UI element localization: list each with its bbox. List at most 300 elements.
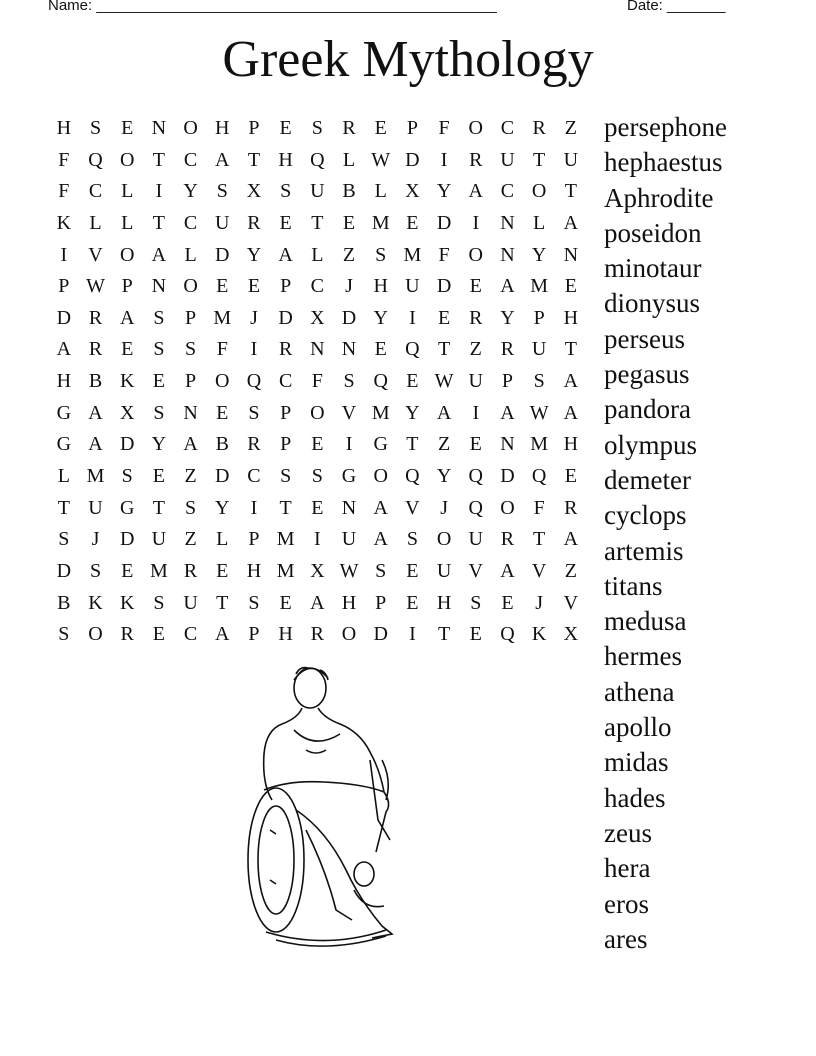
grid-letter: S (280, 465, 292, 488)
grid-letter: R (469, 306, 483, 329)
grid-letter: L (89, 211, 102, 234)
grid-letter: P (533, 306, 545, 329)
grid-letter: S (375, 559, 387, 582)
grid-letter: R (500, 528, 515, 551)
grid-letter: S (153, 591, 165, 614)
grid-letter: T (152, 148, 166, 171)
word-list-item: cyclops (604, 500, 687, 531)
grid-letter: H (56, 370, 72, 393)
grid-letter: H (373, 275, 388, 298)
grid-letter: O (119, 148, 135, 171)
grid-letter: E (437, 306, 451, 329)
grid-letter: E (311, 433, 324, 456)
grid-letter: W (529, 401, 549, 424)
grid-letter: D (436, 211, 452, 234)
grid-letter: H (246, 559, 262, 582)
grid-letter: S (311, 117, 323, 139)
grid-letter: E (406, 370, 419, 393)
grid-letter: E (501, 591, 514, 614)
grid-letter: A (183, 433, 198, 456)
word-list-item: athena (604, 676, 675, 707)
word-list-item: zeus (604, 817, 652, 848)
grid-letter: E (564, 465, 577, 488)
grid-letter: A (310, 591, 325, 614)
grid-letter: S (280, 180, 292, 203)
grid-letter: O (183, 117, 198, 139)
grid-letter: E (469, 433, 482, 456)
grid-letter: W (86, 275, 105, 298)
grid-letter: E (216, 401, 229, 424)
grid-letter: B (215, 433, 229, 456)
grid-letter: A (88, 433, 103, 456)
grid-letter: S (185, 338, 197, 361)
grid-letter: S (248, 401, 260, 424)
grid-letter: C (88, 180, 103, 203)
grid-letter: Z (564, 559, 577, 582)
grid-letter: Y (373, 306, 388, 329)
grid-letter: C (278, 370, 293, 393)
grid-letter: C (500, 117, 515, 139)
grid-letter: P (501, 370, 514, 393)
grid-letter: D (215, 243, 230, 266)
grid-letter: U (215, 211, 230, 234)
grid-letter: J (345, 275, 353, 298)
grid-letter: R (278, 338, 293, 361)
grid-letter: T (152, 211, 166, 234)
grid-letter: M (530, 275, 549, 298)
grid-letter: L (342, 148, 356, 171)
grid-letter: L (374, 180, 387, 203)
grid-letter: Y (436, 180, 452, 203)
grid-letter: N (341, 496, 357, 519)
grid-letter: T (564, 180, 577, 203)
grid-letter: Q (310, 148, 325, 171)
grid-letter: R (532, 117, 546, 139)
grid-letter: Q (405, 465, 420, 488)
grid-letter: U (468, 528, 483, 551)
grid-letter: U (500, 148, 515, 171)
grid-letter: W (339, 559, 359, 582)
grid-letter: L (121, 211, 134, 234)
grid-letter: Q (405, 338, 420, 361)
grid-letter: D (119, 528, 135, 551)
word-list (604, 110, 727, 957)
grid-letter: I (472, 211, 480, 234)
grid-letter: E (374, 117, 387, 139)
grid-letter: E (121, 559, 134, 582)
grid-letter: C (310, 275, 325, 298)
grid-letter: G (373, 433, 388, 456)
grid-letter: A (500, 559, 515, 582)
grid-letter: O (215, 370, 230, 393)
grid-letter: O (341, 623, 357, 646)
grid-letter: P (185, 370, 197, 393)
grid-letter: X (310, 559, 325, 582)
grid-letter: R (88, 338, 103, 361)
grid-letter: M (403, 243, 422, 266)
grid-letter: U (531, 338, 547, 361)
grid-letter: B (88, 370, 103, 393)
grid-letter: A (278, 243, 293, 266)
grid-letter: R (469, 148, 483, 171)
grid-letter: C (500, 180, 515, 203)
word-list-item: olympus (604, 429, 698, 460)
grid-letter: F (58, 180, 70, 203)
grid-letter: N (310, 338, 325, 361)
grid-letter: K (88, 591, 103, 614)
grid-letter: E (406, 591, 419, 614)
grid-letter: R (342, 117, 356, 139)
grid-letter: W (371, 148, 391, 171)
name-field-label: Name: ________________________________________________ (48, 0, 497, 14)
grid-letter: G (119, 496, 135, 519)
grid-letter: C (183, 623, 198, 646)
grid-letter: S (153, 338, 165, 361)
grid-letter: R (88, 306, 103, 329)
grid-letter: V (563, 591, 579, 614)
grid-letter: P (58, 275, 70, 298)
page-title: Greek Mythology (222, 31, 594, 88)
grid-letter: S (89, 117, 102, 139)
grid-letter: Y (215, 496, 230, 519)
grid-letter: F (533, 496, 545, 519)
grid-letter: E (216, 275, 229, 298)
grid-letter: U (341, 528, 357, 551)
grid-letter: I (250, 496, 258, 519)
grid-letter: E (469, 275, 482, 298)
grid-letter: O (500, 496, 515, 519)
grid-letter: D (436, 275, 452, 298)
word-list-item: hephaestus (604, 147, 723, 178)
grid-letter: C (183, 211, 198, 234)
grid-letter: S (58, 623, 70, 646)
grid-letter: E (121, 338, 134, 361)
grid-letter: Y (151, 433, 167, 456)
grid-letter: O (88, 623, 103, 646)
grid-letter: G (56, 433, 72, 456)
grid-letter: A (563, 528, 579, 551)
grid-letter: Z (342, 243, 356, 266)
grid-letter: Y (500, 306, 515, 329)
grid-letter: S (185, 496, 197, 519)
grid-letter: A (373, 528, 388, 551)
grid-letter: L (533, 211, 546, 234)
grid-letter: S (311, 465, 323, 488)
word-list-item: hades (604, 782, 666, 813)
grid-letter: E (469, 623, 482, 646)
grid-letter: E (374, 338, 387, 361)
grid-letter: T (279, 496, 292, 519)
grid-letter: H (341, 591, 357, 614)
grid-letter: E (121, 117, 134, 139)
grid-letter: O (373, 465, 388, 488)
grid-letter: S (470, 591, 482, 614)
word-list-item: persephone (604, 112, 727, 142)
grid-letter: P (280, 401, 292, 424)
grid-letter: D (278, 306, 293, 329)
grid-letter: Z (184, 528, 197, 551)
grid-letter: T (564, 338, 577, 361)
grid-letter: Y (405, 401, 420, 424)
grid-letter: F (216, 338, 228, 361)
grid-letter: V (405, 496, 420, 519)
grid-letter: Q (468, 465, 483, 488)
grid-letter: A (56, 338, 72, 361)
grid-letter: U (183, 591, 198, 614)
grid-letter: P (280, 433, 292, 456)
grid-letter: V (468, 559, 483, 582)
grid-letter: H (436, 591, 452, 614)
grid-letter: S (533, 370, 545, 393)
grid-letter: Z (184, 465, 197, 488)
word-list-item: ares (604, 923, 648, 954)
grid-letter: I (155, 180, 163, 203)
grid-letter: D (341, 306, 357, 329)
grid-letter: M (371, 211, 390, 234)
grid-letter: D (119, 433, 135, 456)
grid-letter: M (276, 559, 295, 582)
grid-letter: J (91, 528, 100, 551)
grid-letter: O (436, 528, 452, 551)
grid-letter: I (60, 243, 68, 266)
statue-illustration (236, 660, 406, 955)
grid-letter: I (409, 623, 416, 646)
grid-letter: V (531, 559, 547, 582)
grid-letter: F (438, 117, 450, 139)
grid-letter: M (86, 465, 105, 488)
grid-letter: U (88, 496, 103, 519)
grid-letter: P (248, 117, 260, 139)
grid-letter: Q (88, 148, 103, 171)
grid-letter: K (56, 211, 72, 234)
grid-letter: P (406, 117, 418, 139)
grid-letter: A (563, 370, 579, 393)
word-list-item: hermes (604, 641, 682, 672)
grid-letter: T (247, 148, 261, 171)
grid-letter: Y (531, 243, 547, 266)
grid-letter: S (153, 306, 165, 329)
grid-letter: H (278, 148, 293, 171)
word-list-item: perseus (604, 323, 685, 354)
grid-letter: O (468, 117, 483, 139)
grid-letter: U (563, 148, 579, 171)
grid-letter: P (375, 591, 387, 614)
grid-letter: Q (500, 623, 515, 646)
grid-letter: S (343, 370, 355, 393)
grid-letter: R (183, 559, 198, 582)
grid-letter: X (310, 306, 325, 329)
grid-letter: O (531, 180, 547, 203)
grid-letter: S (375, 243, 387, 266)
grid-letter: S (153, 401, 165, 424)
word-list-item: minotaur (604, 253, 702, 284)
grid-letter: N (183, 401, 198, 424)
grid-letter: N (151, 117, 167, 139)
grid-letter: S (58, 528, 70, 551)
grid-letter: V (341, 401, 357, 424)
grid-letter: A (468, 180, 483, 203)
grid-letter: G (56, 401, 72, 424)
grid-letter: D (56, 306, 72, 329)
grid-letter: I (345, 433, 353, 456)
grid-letter: M (371, 401, 390, 424)
grid-letter: I (472, 401, 480, 424)
grid-letter: X (405, 180, 420, 203)
grid-letter: H (563, 433, 579, 456)
grid-letter: U (468, 370, 483, 393)
grid-letter: O (183, 275, 198, 298)
grid-letter: N (151, 275, 167, 298)
grid-letter: E (342, 211, 356, 234)
grid-letter: I (409, 306, 416, 329)
word-list-item: demeter (604, 464, 691, 495)
grid-letter: Z (564, 117, 577, 139)
grid-letter: T (437, 623, 451, 646)
grid-letter: E (279, 211, 292, 234)
grid-letter: E (279, 591, 292, 614)
grid-letter: S (216, 180, 228, 203)
word-list-item: eros (604, 888, 649, 919)
grid-letter: A (151, 243, 167, 266)
grid-letter: E (152, 370, 166, 393)
grid-letter: S (248, 591, 260, 614)
grid-letter: Q (246, 370, 262, 393)
word-list-item: hera (604, 853, 651, 884)
grid-letter: N (563, 243, 579, 266)
grid-letter: H (563, 306, 579, 329)
grid-letter: R (247, 211, 261, 234)
grid-letter: P (248, 623, 260, 646)
grid-letter: D (56, 559, 72, 582)
grid-letter: N (500, 243, 515, 266)
grid-letter: S (89, 559, 102, 582)
grid-letter: I (250, 338, 258, 361)
word-list-item: artemis (604, 535, 684, 566)
grid-letter: G (341, 465, 357, 488)
grid-letter: L (184, 243, 197, 266)
grid-letter: E (152, 623, 166, 646)
date-field-label: Date: _______ (627, 0, 726, 14)
grid-letter: B (342, 180, 356, 203)
grid-letter: D (373, 623, 388, 646)
grid-letter: B (57, 591, 71, 614)
grid-letter: A (119, 306, 135, 329)
grid-letter: M (530, 433, 549, 456)
grid-letter: M (276, 528, 295, 551)
word-list-item: apollo (604, 712, 672, 743)
grid-letter: U (310, 180, 325, 203)
word-search-grid (48, 114, 587, 652)
grid-letter: E (216, 559, 229, 582)
grid-letter: Q (373, 370, 388, 393)
grid-letter: O (310, 401, 325, 424)
grid-letter: H (56, 117, 72, 139)
grid-letter: L (57, 465, 70, 488)
grid-letter: P (248, 528, 260, 551)
grid-letter: O (468, 243, 483, 266)
word-list-item: medusa (604, 606, 687, 637)
grid-letter: T (57, 496, 70, 519)
grid-letter: I (314, 528, 321, 551)
grid-letter: E (311, 496, 324, 519)
grid-letter: U (405, 275, 420, 298)
grid-letter: F (438, 243, 450, 266)
grid-letter: F (311, 370, 323, 393)
grid-letter: C (247, 465, 261, 488)
grid-letter: W (434, 370, 454, 393)
grid-letter: L (216, 528, 229, 551)
word-list-item: titans (604, 570, 663, 601)
grid-letter: S (121, 465, 133, 488)
grid-letter: N (500, 433, 515, 456)
grid-letter: D (500, 465, 515, 488)
grid-letter: N (341, 338, 357, 361)
grid-letter: T (311, 211, 324, 234)
grid-letter: X (246, 180, 262, 203)
grid-letter: O (119, 243, 135, 266)
grid-letter: A (563, 211, 579, 234)
grid-letter: A (215, 148, 230, 171)
word-list-item: dionysus (604, 288, 701, 319)
grid-letter: T (216, 591, 229, 614)
grid-letter: M (213, 306, 232, 329)
grid-letter: P (121, 275, 133, 298)
word-list-item: pegasus (604, 359, 690, 390)
grid-letter: I (440, 148, 448, 171)
grid-letter: H (215, 117, 230, 139)
word-list-item: midas (604, 747, 669, 778)
grid-letter: J (440, 496, 448, 519)
word-list-item: poseidon (604, 217, 702, 248)
grid-letter: C (183, 148, 198, 171)
word-list-item: pandora (604, 394, 691, 425)
grid-letter: P (280, 275, 292, 298)
grid-letter: Y (183, 180, 198, 203)
grid-letter: Z (437, 433, 451, 456)
grid-letter: J (250, 306, 258, 329)
grid-letter: J (535, 591, 544, 614)
grid-letter: K (119, 370, 135, 393)
grid-letter: A (436, 401, 452, 424)
grid-letter: V (88, 243, 103, 266)
grid-letter: T (533, 528, 546, 551)
grid-letter: X (119, 401, 135, 424)
grid-letter: E (279, 117, 292, 139)
grid-letter: A (88, 401, 103, 424)
grid-letter: R (120, 623, 134, 646)
grid-letter: E (406, 559, 419, 582)
grid-letter: A (500, 401, 515, 424)
grid-letter: U (151, 528, 167, 551)
grid-letter: R (247, 433, 261, 456)
grid-letter: T (533, 148, 546, 171)
grid-letter: N (500, 211, 515, 234)
grid-letter: T (437, 338, 451, 361)
grid-letter: P (185, 306, 197, 329)
grid-letter: A (373, 496, 388, 519)
grid-letter: L (311, 243, 324, 266)
grid-letter: F (58, 148, 70, 171)
grid-letter: R (310, 623, 325, 646)
grid-letter: D (405, 148, 420, 171)
grid-letter: M (150, 559, 168, 582)
grid-letter: K (531, 623, 547, 646)
grid-letter: S (406, 528, 418, 551)
grid-letter: H (278, 623, 293, 646)
grid-letter: R (564, 496, 578, 519)
grid-letter: K (119, 591, 135, 614)
grid-letter: Y (246, 243, 262, 266)
